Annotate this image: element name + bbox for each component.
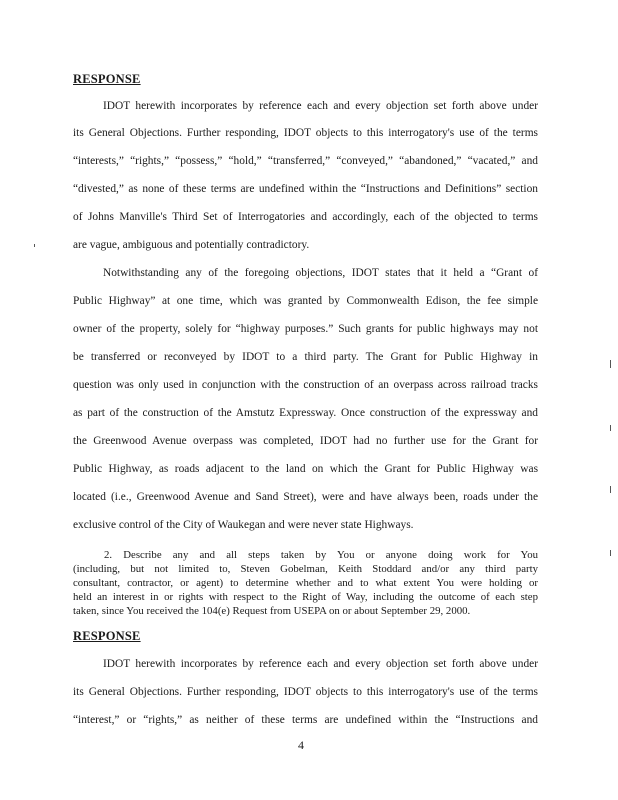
text-line: question was only used in conjunction with the construction of an overpass across railroad tracks (73, 379, 538, 391)
text-line: Public Highway, as roads adjacent to the land on which the Grant for Public Highway was (73, 463, 538, 475)
text-line: exclusive control of the City of Waukegan and were never state Highways. (73, 519, 414, 531)
text-line: taken, since You received the 104(e) Request from USEPA on or about September 29, 2000. (73, 605, 471, 617)
text-line: 2. Describe any and all steps taken by You or anyone doing work for You (104, 549, 538, 561)
scan-mark (610, 550, 611, 556)
text-line: Notwithstanding any of the foregoing objections, IDOT states that it held a “Grant of (103, 267, 538, 279)
text-line: IDOT herewith incorporates by reference each and every objection set forth above under (103, 658, 538, 670)
text-line: its General Objections. Further responding, IDOT objects to this interrogatory's use of the terms (73, 686, 538, 698)
text-line: be transferred or reconveyed by IDOT to a third party. The Grant for Public Highway in (73, 351, 538, 363)
text-line: the Greenwood Avenue overpass was completed, IDOT had no further use for the Grant for (73, 435, 538, 447)
scan-mark (610, 360, 611, 368)
text-line: “interests,” “rights,” “possess,” “hold,” “transferred,” “conveyed,” “abandoned,” “vacated,” and (73, 155, 538, 167)
page-number: 4 (298, 738, 304, 752)
text-line: Public Highway” at one time, which was granted by Commonwealth Edison, the fee simple (73, 295, 538, 307)
text-line: “interest,” or “rights,” as neither of these terms are undefined within the “Instructions and (73, 714, 538, 726)
text-line: located (i.e., Greenwood Avenue and Sand Street), were and have always been, roads under the (73, 491, 538, 503)
text-line: its General Objections. Further responding, IDOT objects to this interrogatory's use of the terms (73, 127, 538, 139)
response-heading-1: RESPONSE (73, 72, 141, 86)
text-line: as part of the construction of the Amstutz Expressway. Once construction of the expressway and (73, 407, 538, 419)
text-line: (including, but not limited to, Steven Gobelman, Keith Stoddard and/or any third party (73, 563, 538, 575)
text-line: are vague, ambiguous and potentially contradictory. (73, 239, 310, 251)
text-line: owner of the property, solely for “highway purposes.” Such grants for public highways may not (73, 323, 538, 335)
text-line: of Johns Manville's Third Set of Interrogatories and accordingly, each of the objected to terms (73, 211, 538, 223)
scan-mark (34, 244, 35, 247)
response-heading-2: RESPONSE (73, 629, 141, 643)
text-line: IDOT herewith incorporates by reference each and every objection set forth above under (103, 100, 538, 112)
scan-mark (610, 425, 611, 431)
text-line: held an interest in or rights with respect to the Right of Way, including the outcome of each step (73, 591, 538, 603)
scan-mark (610, 486, 611, 493)
text-line: consultant, contractor, or agent) to determine whether and to what extent You were holding or (73, 577, 538, 589)
text-line: “divested,” as none of these terms are undefined within the “Instructions and Definitions” section (73, 183, 538, 195)
